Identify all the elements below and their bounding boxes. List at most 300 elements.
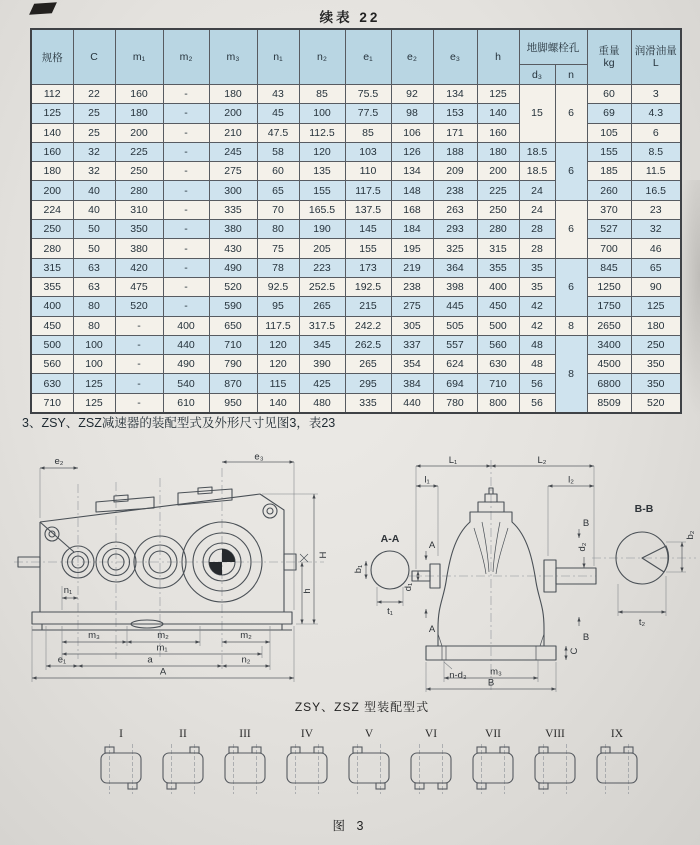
table-cell: 105 <box>587 123 631 142</box>
column-header: e₂ <box>391 29 433 85</box>
table-cell: 135 <box>299 162 345 181</box>
table-cell: 32 <box>631 220 681 239</box>
table-cell: 75.5 <box>345 85 391 104</box>
table-row <box>31 200 681 219</box>
housing-outline <box>18 487 308 630</box>
table-cell: 117.5 <box>345 181 391 200</box>
table-cell: 505 <box>433 316 477 335</box>
column-header-weight <box>587 29 631 85</box>
table-cell: 120 <box>257 335 299 354</box>
assembly-type-diagram <box>154 743 212 795</box>
table-cell: 630 <box>31 374 73 393</box>
table-cell: 78 <box>257 258 299 277</box>
assembly-type-label: VII <box>485 728 501 740</box>
table-cell: 440 <box>391 393 433 413</box>
table-cell: 540 <box>163 374 209 393</box>
table-cell: 450 <box>31 316 73 335</box>
oil-label: 润滑油量 <box>634 44 677 57</box>
section-mark: A <box>428 624 436 635</box>
table-cell: 35 <box>519 277 555 296</box>
table-header-row-1 <box>31 29 681 65</box>
table-cell: 40 <box>73 200 115 219</box>
table-cell: 125 <box>73 393 115 413</box>
table-cell: 337 <box>391 335 433 354</box>
table-cell: 50 <box>73 239 115 258</box>
table-cell: 223 <box>299 258 345 277</box>
table-cell: 8.5 <box>631 142 681 161</box>
table-cell: 300 <box>209 181 257 200</box>
table-cell: 6 <box>555 85 587 143</box>
table-cell: 190 <box>299 220 345 239</box>
column-header: m₂ <box>163 29 209 85</box>
table-row <box>31 142 681 161</box>
table-cell: 140 <box>477 104 519 123</box>
column-header-bolt-group: 地脚螺栓孔 <box>519 29 587 65</box>
table-cell: 238 <box>433 181 477 200</box>
table-cell: 650 <box>209 316 257 335</box>
dim-label: m₃ <box>88 630 100 641</box>
table-cell: 180 <box>209 85 257 104</box>
dim-label: e₁ <box>57 654 67 666</box>
side-view-drawing <box>12 454 344 690</box>
table-cell: 58 <box>257 142 299 161</box>
table-cell: - <box>163 123 209 142</box>
section-mark: A <box>428 540 436 551</box>
table-cell: 400 <box>31 297 73 316</box>
table-cell: 47.5 <box>257 123 299 142</box>
assembly-type-diagram <box>92 743 150 795</box>
table-cell: 80 <box>257 220 299 239</box>
section-title: A-A <box>380 533 400 545</box>
table-cell: 4.3 <box>631 104 681 123</box>
table-cell: 180 <box>477 142 519 161</box>
table-cell: 950 <box>209 393 257 413</box>
assembly-type-label: III <box>239 728 251 740</box>
table-cell: 560 <box>31 355 73 374</box>
assembly-type-label: VIII <box>545 728 565 740</box>
dim-label: C <box>569 647 580 655</box>
dim-label: b₁ <box>353 564 364 574</box>
assembly-type-label: IX <box>610 728 624 740</box>
table-cell: - <box>163 277 209 296</box>
dim-label: a <box>147 654 153 666</box>
table-cell: 155 <box>299 181 345 200</box>
table-cell: 180 <box>631 316 681 335</box>
table-cell: 168 <box>391 200 433 219</box>
dim-label: t₁ <box>387 606 393 617</box>
table-cell: 219 <box>391 258 433 277</box>
table-cell: 115 <box>257 374 299 393</box>
table-cell: 100 <box>299 104 345 123</box>
table-cell: 590 <box>209 297 257 316</box>
assembly-type-diagram <box>526 743 584 795</box>
table-cell: 195 <box>391 239 433 258</box>
table-body <box>31 85 681 414</box>
table-cell: 315 <box>31 258 73 277</box>
dim-label: n-d₃ <box>449 670 467 681</box>
table-cell: 92.5 <box>257 277 299 296</box>
table-cell: 275 <box>209 162 257 181</box>
assembly-type <box>154 728 212 795</box>
table-cell: 95 <box>257 297 299 316</box>
housing-outline <box>412 488 596 660</box>
spec-table <box>30 28 682 414</box>
table-cell: 140 <box>31 123 73 142</box>
table-cell: 380 <box>115 239 163 258</box>
table-cell: 8 <box>555 335 587 413</box>
table-cell: 8509 <box>587 393 631 413</box>
table-cell: 317.5 <box>299 316 345 335</box>
dim-label: l₂ <box>568 474 574 486</box>
table-cell: - <box>163 85 209 104</box>
table-cell: - <box>115 335 163 354</box>
column-header: e₃ <box>433 29 477 85</box>
table-cell: 200 <box>115 123 163 142</box>
table-cell: - <box>163 220 209 239</box>
table-cell: 112 <box>31 85 73 104</box>
table-cell: 400 <box>163 316 209 335</box>
table-cell: 200 <box>209 104 257 123</box>
table-cell: 200 <box>477 162 519 181</box>
table-cell: 23 <box>631 200 681 219</box>
table-cell: 260 <box>587 181 631 200</box>
table-cell: 46 <box>631 239 681 258</box>
column-header: 规格 <box>31 29 73 85</box>
dim-label: l₁ <box>424 474 430 486</box>
table-cell: 354 <box>391 355 433 374</box>
table-cell: 106 <box>391 123 433 142</box>
assembly-type <box>526 728 584 795</box>
assembly-type <box>340 728 398 795</box>
table-cell: 790 <box>209 355 257 374</box>
table-cell: 90 <box>631 277 681 296</box>
table-cell: 148 <box>391 181 433 200</box>
table-row <box>31 258 681 277</box>
dim-label: L₁ <box>448 456 458 466</box>
table-cell: 32 <box>73 142 115 161</box>
table-cell: 60 <box>257 162 299 181</box>
dim-label: t₂ <box>638 617 646 628</box>
table-cell: 100 <box>73 355 115 374</box>
table-cell: 710 <box>209 335 257 354</box>
table-cell: 315 <box>477 239 519 258</box>
table-cell: 188 <box>433 142 477 161</box>
table-cell: 520 <box>209 277 257 296</box>
table-cell: 520 <box>631 393 681 413</box>
table-cell: 77.5 <box>345 104 391 123</box>
dim-label: d₂ <box>577 542 588 552</box>
column-header-d3: d₃ <box>519 65 555 85</box>
assembly-type <box>588 728 646 795</box>
table-cell: 100 <box>73 335 115 354</box>
table-cell: 398 <box>433 277 477 296</box>
table-cell: 43 <box>257 85 299 104</box>
table-cell: - <box>163 181 209 200</box>
table-cell: 280 <box>115 181 163 200</box>
weight-label: 重量 <box>598 44 620 57</box>
table-cell: 125 <box>477 85 519 104</box>
table-cell: 48 <box>519 355 555 374</box>
table-cell: 610 <box>163 393 209 413</box>
table-cell: 50 <box>73 220 115 239</box>
dim-label: n₂ <box>241 654 251 666</box>
assembly-type-label: I <box>119 728 123 740</box>
table-cell: 155 <box>587 142 631 161</box>
assembly-type <box>464 728 522 795</box>
assembly-type <box>278 728 336 795</box>
table-cell: 325 <box>433 239 477 258</box>
table-cell: 624 <box>433 355 477 374</box>
table-cell: 350 <box>115 220 163 239</box>
weight-unit: kg <box>603 57 615 69</box>
table-cell: 24 <box>519 200 555 219</box>
table-cell: 500 <box>31 335 73 354</box>
table-cell: 112.5 <box>299 123 345 142</box>
table-cell: 870 <box>209 374 257 393</box>
table-row <box>31 85 681 104</box>
table-cell: 80 <box>73 316 115 335</box>
table-cell: 11.5 <box>631 162 681 181</box>
assembly-type-label: V <box>364 728 374 740</box>
table-cell: 6800 <box>587 374 631 393</box>
table-cell: 364 <box>433 258 477 277</box>
column-header-n: n <box>555 65 587 85</box>
table-cell: 98 <box>391 104 433 123</box>
table-cell: 305 <box>391 316 433 335</box>
dim-label: L₂ <box>537 456 547 466</box>
table-cell: 42 <box>519 297 555 316</box>
table-cell: 200 <box>31 181 73 200</box>
dim-label: m₁ <box>156 642 168 654</box>
table-cell: 18.5 <box>519 162 555 181</box>
table-cell: 16.5 <box>631 181 681 200</box>
table-cell: 275 <box>391 297 433 316</box>
table-cell: 1750 <box>587 297 631 316</box>
table-cell: 350 <box>631 374 681 393</box>
dim-label: m₂ <box>157 630 169 641</box>
table-cell: 22 <box>73 85 115 104</box>
table-cell: - <box>163 239 209 258</box>
assembly-type-diagram <box>464 743 522 795</box>
table-cell: 280 <box>477 220 519 239</box>
table-cell: 40 <box>73 181 115 200</box>
dimension-lines <box>403 456 594 692</box>
column-header: m₃ <box>209 29 257 85</box>
dim-label: m₃ <box>490 666 502 678</box>
assembly-type-diagram <box>402 743 460 795</box>
section-mark: B <box>582 632 590 643</box>
table-cell: 225 <box>115 142 163 161</box>
table-cell: 557 <box>433 335 477 354</box>
column-header: m₁ <box>115 29 163 85</box>
assembly-type-diagram <box>588 743 646 795</box>
table-cell: 24 <box>519 181 555 200</box>
table-cell: 490 <box>209 258 257 277</box>
table-cell: 700 <box>587 239 631 258</box>
centerlines <box>408 460 596 690</box>
table-cell: 120 <box>299 142 345 161</box>
dim-label: e₂ <box>54 456 64 467</box>
table-cell: 48 <box>519 335 555 354</box>
table-cell: 295 <box>345 374 391 393</box>
table-cell: 103 <box>345 142 391 161</box>
table-cell: 45 <box>257 104 299 123</box>
column-header: h <box>477 29 519 85</box>
table-cell: 85 <box>345 123 391 142</box>
table-cell: 28 <box>519 239 555 258</box>
figure-caption: 图 3 <box>332 819 368 833</box>
column-header: C <box>73 29 115 85</box>
dim-label: A <box>159 666 167 678</box>
dim-label: m₂ <box>240 630 252 641</box>
table-cell: 420 <box>115 258 163 277</box>
table-cell: 60 <box>587 85 631 104</box>
table-cell: - <box>115 393 163 413</box>
table-cell: 185 <box>587 162 631 181</box>
table-cell: 8 <box>555 316 587 335</box>
table-cell: 710 <box>31 393 73 413</box>
table-cell: 263 <box>433 200 477 219</box>
table-cell: 63 <box>73 277 115 296</box>
assembly-type-diagram <box>340 743 398 795</box>
assembly-type <box>216 728 274 795</box>
table-cell: 440 <box>163 335 209 354</box>
page-title: 续表 22 <box>319 10 381 25</box>
table-cell: 56 <box>519 393 555 413</box>
table-cell: 3400 <box>587 335 631 354</box>
table-cell: 310 <box>115 200 163 219</box>
table-cell: 262.5 <box>345 335 391 354</box>
table-cell: 293 <box>433 220 477 239</box>
table-cell: 250 <box>477 200 519 219</box>
table-cell: 63 <box>73 258 115 277</box>
table-cell: 160 <box>477 123 519 142</box>
table-cell: - <box>115 374 163 393</box>
section-mark: B <box>582 518 590 529</box>
end-view-drawing <box>346 456 598 694</box>
table-cell: 137.5 <box>345 200 391 219</box>
table-cell: 245 <box>209 142 257 161</box>
dim-label: d₁ <box>403 582 414 592</box>
table-cell: 65 <box>631 258 681 277</box>
table-cell: 92 <box>391 85 433 104</box>
table-cell: 250 <box>115 162 163 181</box>
table-cell: 4500 <box>587 355 631 374</box>
table-cell: 117.5 <box>257 316 299 335</box>
table-cell: 6 <box>555 200 587 258</box>
table-cell: 380 <box>209 220 257 239</box>
column-header: e₁ <box>345 29 391 85</box>
table-cell: 350 <box>631 355 681 374</box>
table-cell: 215 <box>345 297 391 316</box>
table-row <box>31 335 681 354</box>
table-cell: 42 <box>519 316 555 335</box>
table-cell: 184 <box>391 220 433 239</box>
table-cell: 80 <box>73 297 115 316</box>
table-cell: 370 <box>587 200 631 219</box>
table-cell: 280 <box>31 239 73 258</box>
table-cell: 250 <box>631 335 681 354</box>
table-cell: 355 <box>477 258 519 277</box>
table-cell: 125 <box>631 297 681 316</box>
table-cell: 430 <box>209 239 257 258</box>
table-cell: 450 <box>477 297 519 316</box>
table-cell: 110 <box>345 162 391 181</box>
table-cell: 125 <box>31 104 73 123</box>
table-cell: 335 <box>345 393 391 413</box>
column-header-oil <box>631 29 681 85</box>
table-cell: 85 <box>299 85 345 104</box>
table-cell: 32 <box>73 162 115 181</box>
table-cell: 390 <box>299 355 345 374</box>
assembly-diagrams <box>92 728 646 795</box>
assembly-type <box>92 728 150 795</box>
table-cell: 225 <box>477 181 519 200</box>
table-cell: - <box>163 162 209 181</box>
table-cell: 15 <box>519 85 555 143</box>
table-cell: 224 <box>31 200 73 219</box>
table-cell: 145 <box>345 220 391 239</box>
table-cell: - <box>115 355 163 374</box>
table-cell: 630 <box>477 355 519 374</box>
table-cell: 25 <box>73 123 115 142</box>
table-cell: 500 <box>477 316 519 335</box>
table-cell: 180 <box>115 104 163 123</box>
table-cell: 520 <box>115 297 163 316</box>
table-cell: 209 <box>433 162 477 181</box>
table-cell: 35 <box>519 258 555 277</box>
table-cell: 252.5 <box>299 277 345 296</box>
table-cell: - <box>163 297 209 316</box>
table-cell: 475 <box>115 277 163 296</box>
assembly-type-label: II <box>179 728 187 740</box>
oil-unit: L <box>652 57 659 69</box>
assembly-type-label: IV <box>300 728 314 740</box>
table-cell: 192.5 <box>345 277 391 296</box>
table-cell: 345 <box>299 335 345 354</box>
table-cell: 65 <box>257 181 299 200</box>
table-cell: 355 <box>31 277 73 296</box>
table-cell: 120 <box>257 355 299 374</box>
table-cell: 69 <box>587 104 631 123</box>
assembly-type-label: VI <box>424 728 438 740</box>
table-cell: 125 <box>73 374 115 393</box>
section-note: 3、ZSY、ZSZ减速器的装配型式及外形尺寸见图3，表23 <box>22 416 336 430</box>
table-cell: 845 <box>587 258 631 277</box>
table-cell: - <box>115 316 163 335</box>
table-cell: 250 <box>31 220 73 239</box>
table-cell: - <box>163 258 209 277</box>
dim-label: B <box>487 677 495 689</box>
table-cell: 384 <box>391 374 433 393</box>
table-cell: 153 <box>433 104 477 123</box>
table-cell: 445 <box>433 297 477 316</box>
table-cell: 140 <box>257 393 299 413</box>
table-row <box>31 316 681 335</box>
column-header: n₂ <box>299 29 345 85</box>
table-cell: 180 <box>31 162 73 181</box>
table-cell: 694 <box>433 374 477 393</box>
table-cell: 165.5 <box>299 200 345 219</box>
table-cell: 6 <box>631 123 681 142</box>
table-cell: 265 <box>299 297 345 316</box>
table-cell: 171 <box>433 123 477 142</box>
assembly-type-diagram <box>278 743 336 795</box>
table-cell: 210 <box>209 123 257 142</box>
table-cell: 3 <box>631 85 681 104</box>
table-cell: 70 <box>257 200 299 219</box>
table-cell: - <box>163 200 209 219</box>
